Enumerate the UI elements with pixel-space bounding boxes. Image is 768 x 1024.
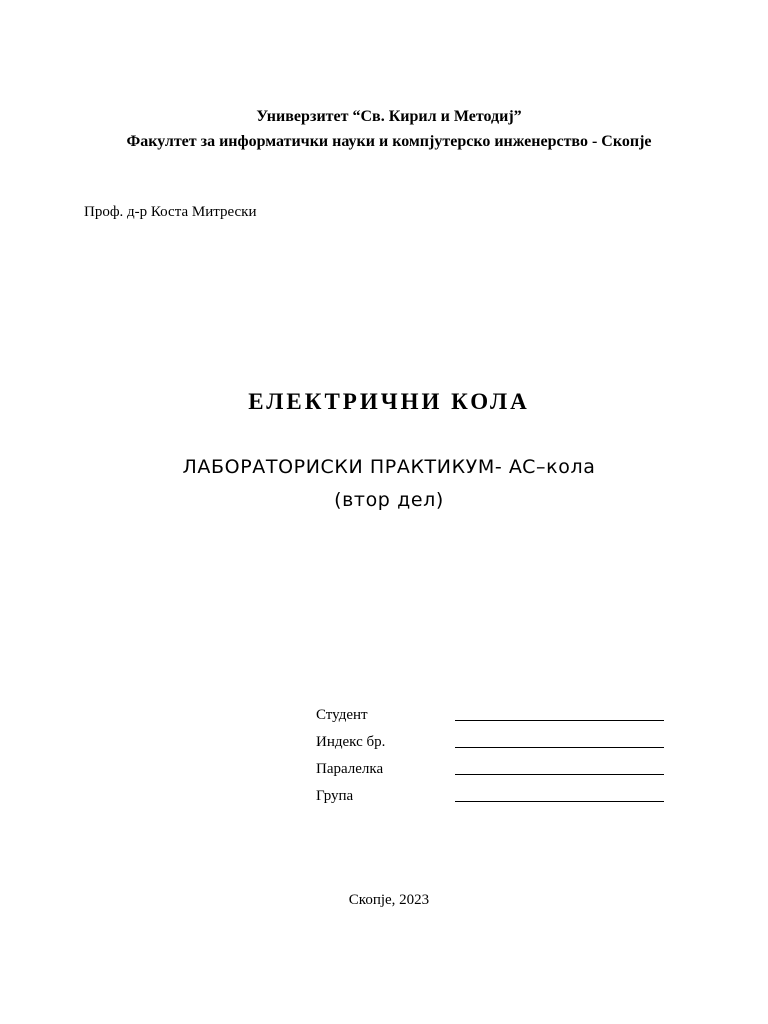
class-section-label: Паралелка bbox=[316, 761, 384, 777]
form-row-class bbox=[316, 759, 676, 786]
lab-subtitle: ЛАБОРАТОРИСКИ ПРАКТИКУМ- AC–кола bbox=[182, 456, 596, 478]
form-row-student bbox=[316, 705, 676, 732]
faculty-name: Факултет за информатички науки и компјутерско инженерство - Скопје bbox=[126, 133, 652, 150]
student-blank-line bbox=[455, 720, 664, 721]
place-and-year: Скопје, 2023 bbox=[348, 892, 430, 908]
form-row-group bbox=[316, 786, 676, 813]
course-title: ЕЛЕКТРИЧНИ КОЛА bbox=[248, 389, 530, 414]
professor-name: Проф. д-р Коста Митрески bbox=[84, 204, 257, 220]
class-section-blank-line bbox=[455, 774, 664, 775]
part-subtitle: (втор дел) bbox=[334, 489, 444, 511]
group-blank-line bbox=[455, 801, 664, 802]
form-row-index bbox=[316, 732, 676, 759]
index-number-label: Индекс бр. bbox=[316, 734, 386, 750]
university-name: Универзитет “Св. Кирил и Методиј” bbox=[256, 108, 522, 125]
student-info-form bbox=[316, 705, 676, 813]
index-number-blank-line bbox=[455, 747, 664, 748]
student-label: Студент bbox=[316, 707, 368, 723]
group-label: Група bbox=[316, 788, 354, 804]
